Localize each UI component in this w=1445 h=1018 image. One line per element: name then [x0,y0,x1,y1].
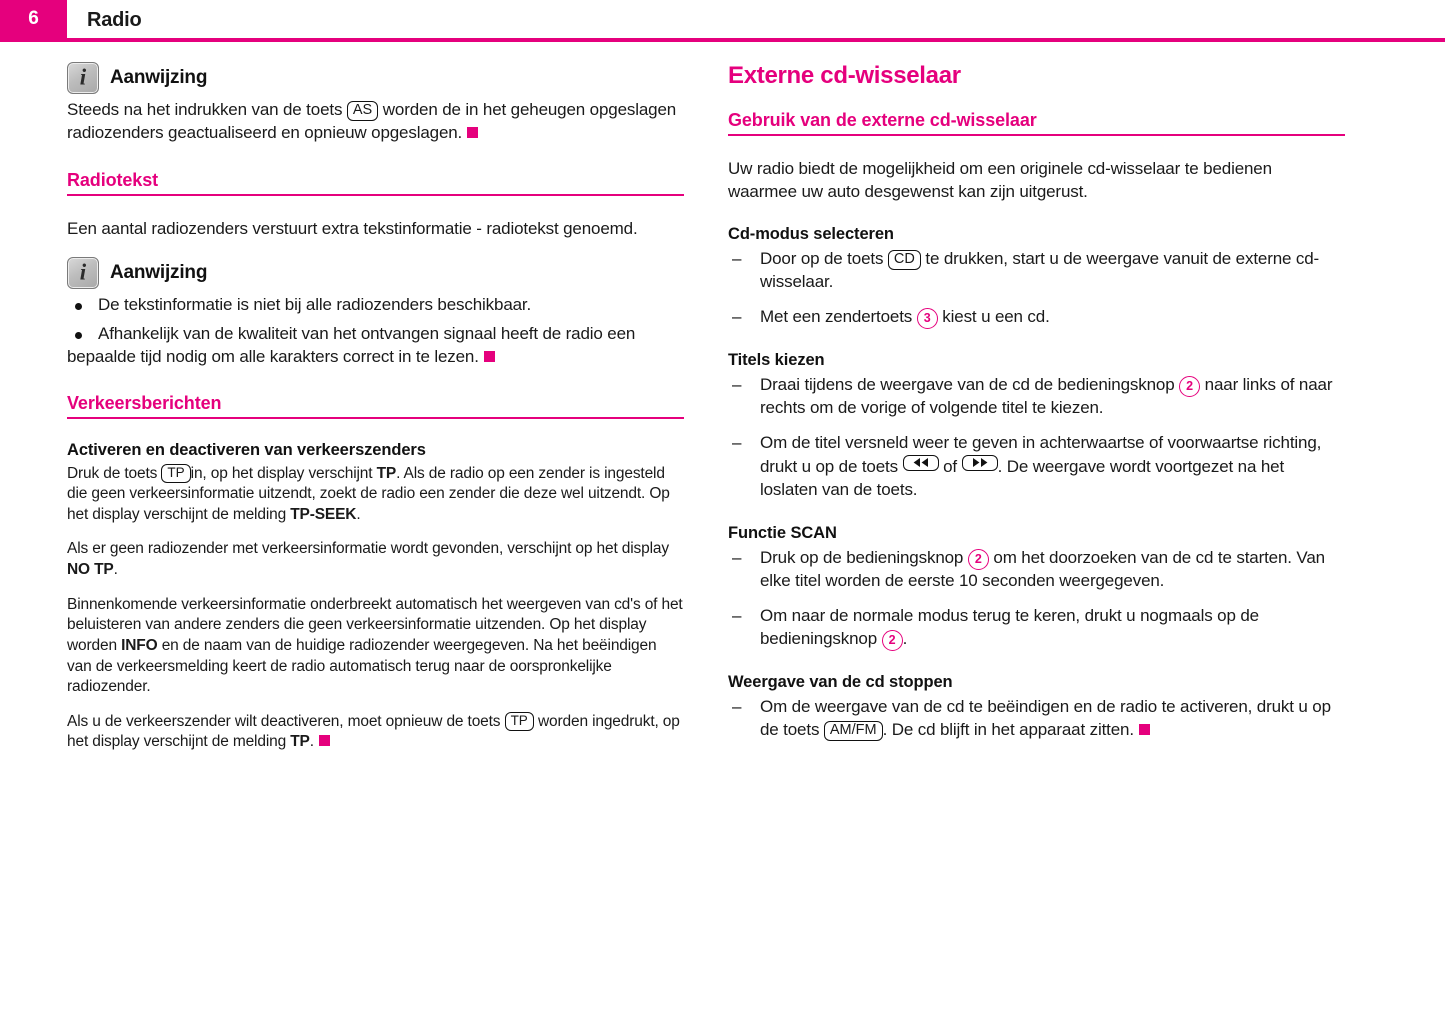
list-item [728,547,1345,593]
list-item [728,605,1345,651]
text-fragment: in, op het display verschijnt [190,464,377,482]
key-am-fm: AM/FM [824,721,883,741]
note-label: Aanwijzing [110,261,208,283]
text-fragment: te drukken, start u de weergave vanuit de externe cd-wisselaar. [760,249,1320,292]
text-fragment: Als er geen radiozender met verkeersinformatie wordt gevonden, verschijnt op het display [67,540,669,558]
text-fragment: kiest u een cd. [937,307,1050,327]
list-item [67,323,684,368]
info-icon [67,257,99,289]
dash-list [728,696,1345,742]
display-text-info: INFO [121,636,158,654]
paragraph-info [67,595,684,698]
fast-forward-icon [962,455,998,471]
page-number: 6 [28,8,39,29]
text-fragment: Om naar de normale modus terug te keren, drukt u nogmaals op de bedieningsknop [760,605,1259,648]
text-fragment: . [356,505,361,523]
section-heading: Radiotekst [67,170,159,191]
note-heading [67,62,684,94]
header-divider [0,38,1445,42]
note-heading [67,257,684,289]
subsection-cd-modus [728,225,1345,329]
section-radiotekst [67,170,684,241]
subsection-functie-scan [728,524,1345,651]
subsection-heading: Activeren en deactiveren van verkeerszenders [67,440,426,459]
end-of-section-marker [319,735,330,746]
section-heading-rule [728,110,1345,136]
end-of-section-marker [484,351,495,362]
note-block-aanwijzing-1 [67,62,684,144]
text-fragment: Om de weergave van de cd te beëindigen en de radio te activeren, drukt u op de toets [760,696,1331,739]
end-of-section-marker [467,127,478,138]
reference-number-2: 2 [1179,376,1200,397]
note-text-after: worden de in het geheugen opgeslagen radiozenders geactualiseerd en opnieuw opgeslagen. [67,100,677,142]
display-text-tp-seek: TP-SEEK [290,505,357,523]
dash-list [728,248,1345,329]
text-fragment: . De cd blijft in het apparaat zitten. [882,719,1134,739]
text-fragment: . Als de radio op een zender is ingesteld die geen verkeersinformatie uitzendt, zoekt de radio een zender die deze wel uitzendt. Op het display verschijnt de melding [67,464,670,523]
key-tp: TP [161,464,190,483]
end-of-section-marker [1139,724,1150,735]
text-fragment: en de naam van de huidige radiozender weergegeven. Na het beëindigen van de verkeersmelding keert de radio automatisch terug naar de oorspronkelijke radiozender. [67,636,657,696]
text-fragment: Als u de verkeerszender wilt deactiveren, moet opnieuw de toets [67,712,505,730]
rewind-icon [903,455,939,471]
note-text-before: Steeds na het indrukken van de toets [67,100,347,119]
key-tp: TP [505,712,534,731]
text-fragment: of [938,456,962,476]
dash-list [728,374,1345,502]
dash-list [728,547,1345,651]
list-item: De tekstinformatie is niet bij alle radiozenders beschikbaar. [67,294,684,317]
key-cd: CD [888,250,921,270]
list-item [728,306,1345,329]
subsection-heading: Titels kiezen [728,351,825,370]
left-column [67,62,684,753]
note-paragraph [67,99,684,144]
subsection-heading: Cd-modus selecteren [728,225,894,244]
page-title: Radio [87,9,142,31]
note-label: Aanwijzing [110,67,208,88]
section-heading-rule [67,170,684,196]
section-heading-rule [67,393,684,419]
text-fragment: Draai tijdens de weergave van de cd de bedieningsknop [760,375,1180,395]
subsection-weergave-stoppen [728,673,1345,742]
intro-paragraph: Uw radio biedt de mogelijkheid om een originele cd-wisselaar te bedienen waarmee uw auto desgewenst kan zijn uitgerust. [728,159,1272,201]
subsection-titels-kiezen [728,351,1345,502]
text-fragment: Binnenkomende verkeersinformatie onderbreekt automatisch het weergeven van cd's of het beluisteren van andere zenders die geen verkeersinformatie uitzenden. Op het display worden [67,595,683,654]
paragraph-no-tp [67,539,684,580]
paragraph-tp-deactivate [67,712,684,753]
text-fragment: Om de titel versneld weer te geven in achterwaartse of voorwaartse richting, drukt u op de toets [760,433,1322,476]
list-item [728,248,1345,294]
text-fragment: worden ingedrukt, op het display verschijnt de melding [67,712,680,751]
text-fragment: Met een zendertoets [760,307,917,327]
list-item [728,374,1345,420]
list-item [728,696,1345,742]
key-as: AS [347,101,378,121]
note-bullet-list [67,294,684,369]
section-heading: Gebruik van de externe cd-wisselaar [728,110,1037,130]
note-block-aanwijzing-2 [67,257,684,369]
text-fragment: Druk de toets [67,464,162,482]
section-verkeersberichten [67,393,684,753]
section-paragraph: Een aantal radiozenders verstuurt extra tekstinformatie - radiotekst genoemd. [67,219,638,239]
page-header [0,0,1445,44]
text-fragment: . [902,628,908,648]
text-fragment: om het doorzoeken van de cd te starten. Van elke titel worden de eerste 10 seconden weergegeven. [760,547,1325,590]
subsection-heading: Functie SCAN [728,523,837,542]
section-heading: Verkeersberichten [67,392,222,413]
text-fragment: . [309,733,314,751]
subsection-heading: Weergave van de cd stoppen [728,672,953,691]
display-text-tp: TP [376,464,397,482]
text-fragment: . [113,561,118,579]
text-fragment: Druk op de bedieningsknop [760,547,968,567]
reference-number-2: 2 [882,630,903,651]
chapter-title: Externe cd-wisselaar [728,62,961,89]
text-fragment: . De weergave wordt voortgezet na het loslaten van de toets. [760,456,1285,499]
info-icon [67,62,99,94]
paragraph-tp-activate [67,464,684,526]
text-fragment: Door op de toets [760,249,888,269]
reference-number-3: 3 [917,308,938,329]
reference-number-2: 2 [968,549,989,570]
list-item [728,432,1345,502]
display-text-tp: TP [290,733,310,751]
list-item-text: Afhankelijk van de kwaliteit van het ontvangen signaal heeft de radio een bepaalde tijd nodig om alle karakters correct in te lezen. [67,324,636,367]
text-fragment: naar links of naar rechts om de vorige of volgende titel te kiezen. [760,375,1333,418]
display-text-no-tp: NO TP [67,561,114,579]
right-column [728,62,1345,760]
